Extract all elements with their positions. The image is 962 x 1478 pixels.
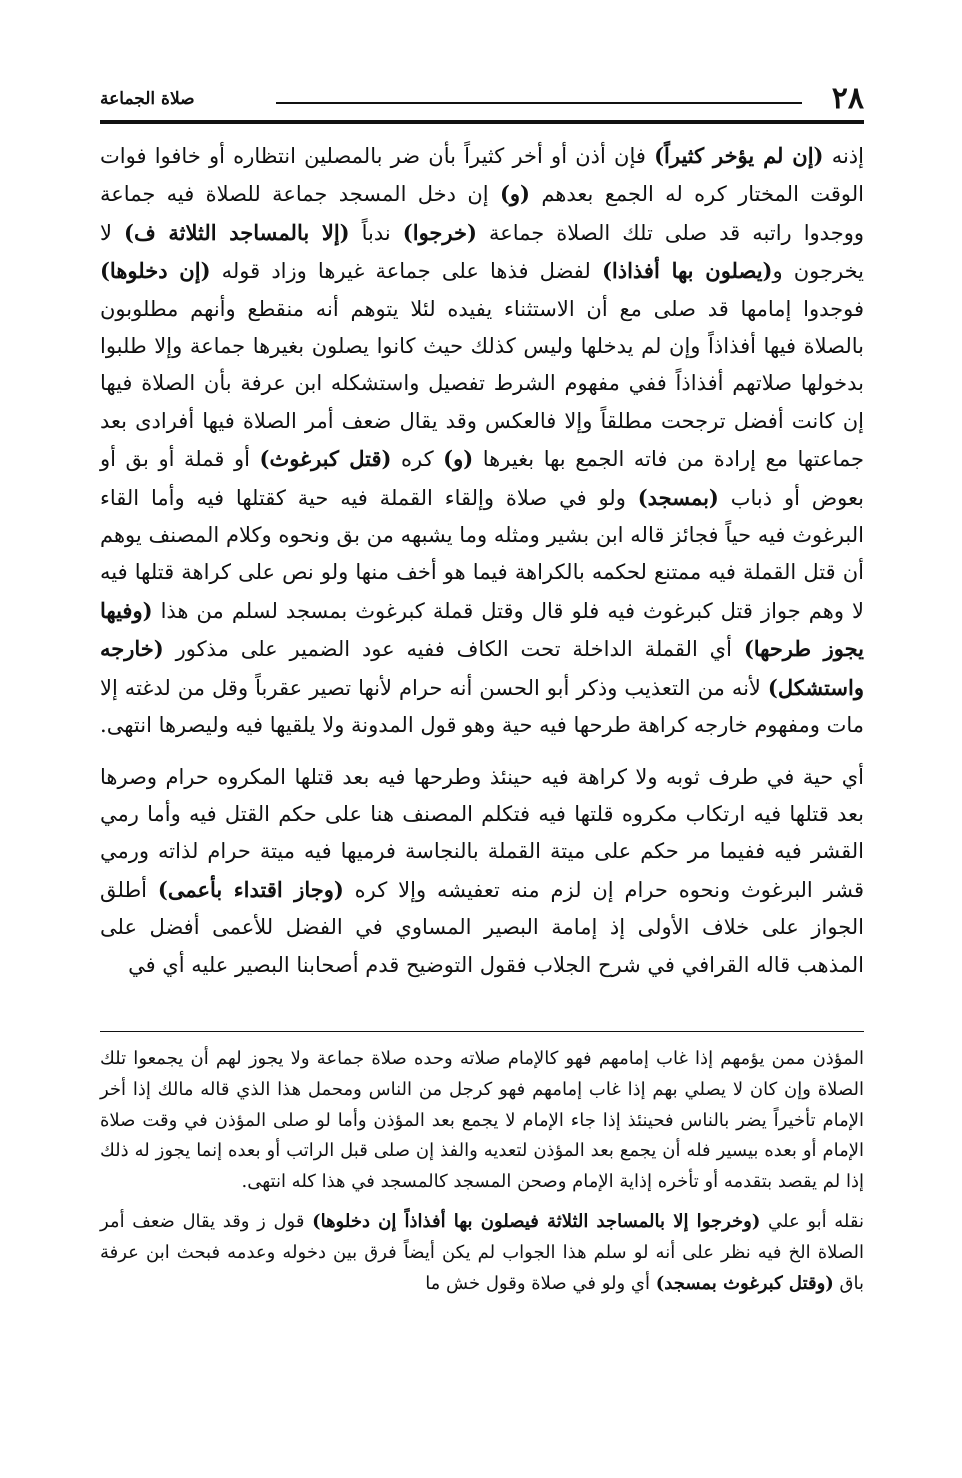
bold-quoted-text: (وخرجوا إلا بالمساجد الثلاثة فيصلون بها أفذاذاً إن دخلوها) <box>312 1210 761 1232</box>
bold-quoted-text: (إن لم يؤخر كثيراً) <box>654 143 824 168</box>
page-number: ٢٨ <box>831 81 864 116</box>
bold-quoted-text: (وفيها يجوز طرحها) <box>100 597 865 662</box>
footnote-separator <box>100 1031 864 1032</box>
main-paragraph-1: إذنه (إن لم يؤخر كثيراً) فإن أذن أو أخر كثيراً بأن ضر بالمصلين انتظاره أو خافوا فوات الوقت المختار كره له الجمع بعدهم (و) إن دخل المسجد جماعة للصلاة فيه جماعة ووجدوا راتبه قد صلى تلك الصلاة جماعة (خرجوا) ندباً (إلا بالمساجد الثلاثة ف) لا يخرجون و(يصلون بها أفذاذا) لفضل فذها على جماعة غيرها وزاد قوله (إن دخلوها) فوجدوا إمامها قد صلى مع أن الاستثناء يفيده لئلا يتوهم أنه منقطع وأنهم مطلوبون بالصلاة فيها أفذاذاً وإن لم يدخلها وليس كذلك حيث كانوا يصلون بغيرها جماعة وإلا طلبوا بدخولها صلاتهم أفذاذاً ففي مفهوم الشرط تفصيل واستشكله ابن عرفة بأن الصلاة فيها إن كانت أفضل ترجحت مطلقاً وإلا فالعكس وقد يقال ضعف أمر الصلاة فيها أفرادى بعد جماعتها مع إرادة من فاته الجمع بها بغيرها (و) كره (قتل كبرغوث) أو قملة أو بق أو بعوض أو ذباب (بمسجد) ولو في صلاة وإلقاء القملة فيه حية كقتلها فيه وأما القاء البرغوث فيه حياً فجائز قاله ابن بشير ومثله وما يشبهه من بق ونحوه وكلام المصنف يوهم أن قتل القملة فيه ممتنع لحكمه بالكراهة فيما هو أخف منها ولو نص على كراهة قتلها فيه لا وهم جواز قتل كبرغوث فيه فلو قال وقتل قملة كبرغوث بمسجد لسلم من هذا (وفيها يجوز طرحها) أي القملة الداخلة تحت الكاف ففيه عود الضمير على مذكور (خارجه واستشكل) لأنه من التعذيب وذكر أبو الحسن أنه حرام لأنها تصير عقرباً وقل من لدغته إلا مات ومفهوم خارجه كراهة طرحها فيه حية وهو قول المدونة ولا يلقيها فيه وليصرها انتهى. <box>100 143 865 738</box>
main-text <box>100 137 864 984</box>
header-rule <box>100 120 864 124</box>
footnote-text <box>100 1044 864 1299</box>
bold-quoted-text: (يصلون بها أفذاذا) <box>601 258 773 284</box>
bold-quoted-text: (خرجوا) <box>402 219 477 245</box>
bold-quoted-text: (وقتل كبرغوث بمسجد) <box>655 1272 834 1294</box>
bold-quoted-text: (خارجه واستشكل) <box>100 636 864 700</box>
bold-quoted-text: (إلا بالمساجد الثلاثة ف) <box>124 219 350 245</box>
bold-quoted-text: (و) <box>443 446 474 472</box>
bold-quoted-text: (و) <box>499 181 530 207</box>
running-title: صلاة الجماعة <box>100 89 195 109</box>
bold-quoted-text: (قتل كبرغوث) <box>259 446 392 472</box>
page-header <box>100 82 864 116</box>
header-line <box>276 102 802 104</box>
footnote-paragraph-2: نقله أبو علي (وخرجوا إلا بالمساجد الثلاثة فيصلون بها أفذاذاً إن دخلوها) قول ز وقد يقال ضعف أمر الصلاة الخ فيه نظر على أنه لو سلم هذا الجواب لم يكن أيضاً فرق بين دخوله وعدمه فبحث ابن عرفة باق (وقتل كبرغوث بمسجد) أي ولو في صلاة وقول خش ما <box>100 1210 864 1294</box>
bold-quoted-text: (إن دخلوها) <box>100 258 211 284</box>
bold-quoted-text: (وجاز اقتداء بأعمى) <box>157 876 344 902</box>
main-paragraph-2: أي حية في طرف ثوبه ولا كراهة فيه حينئذ وطرحها فيه بعد قتلها المكروه حرام وصرها بعد قتلها فيه ارتكاب مكروه قلتها فيه فتكلم المصنف هنا على حكم القتل فيه وأما رمي القشر فيه ففيما مر حكم على ميتة القملة بالنجاسة فرميها فيه ميتة حرام لذاته ورمي قشر البرغوث ونحوه حرام إن لزم منه تعفيشه وإلا كره (وجاز اقتداء بأعمى) أطلق الجواز على خلاف الأولى إذ إمامة البصير المساوي في الفضل للأعمى أفضل على المذهب قاله القرافي في شرح الجلاب فقول التوضيح قدم أصحابنا البصير عليه أي في <box>100 764 864 977</box>
bold-quoted-text: (بمسجد) <box>637 484 719 510</box>
footnote-paragraph-1: المؤذن ممن يؤمهم إذا غاب إمامهم فهو كالإمام صلاته وحده صلاة جماعة ولا يجوز لهم أن يجمعوا تلك الصلاة وإن كان لا يصلي بهم إذا غاب إمامهم فهو كرجل من الناس ومحمل هذا الذي قاله مالك إذا أخر الإمام تأخيراً يضر بالناس فحينئذ إذا جاء الإمام لا يجمع بعد المؤذن وأما لو صلى المؤذن في وقت صلاة الإمام أو بعده بيسير فله أن يجمع بعد المؤذن لتعديه والفذ إن صلى قبل الراتب أو بعده إنما يجوز له ذلك إذا لم يقصد بتقدمه أو تأخره إذاية الإمام وصحن المسجد كالمسجد في هذا كله انتهى. <box>100 1048 864 1193</box>
